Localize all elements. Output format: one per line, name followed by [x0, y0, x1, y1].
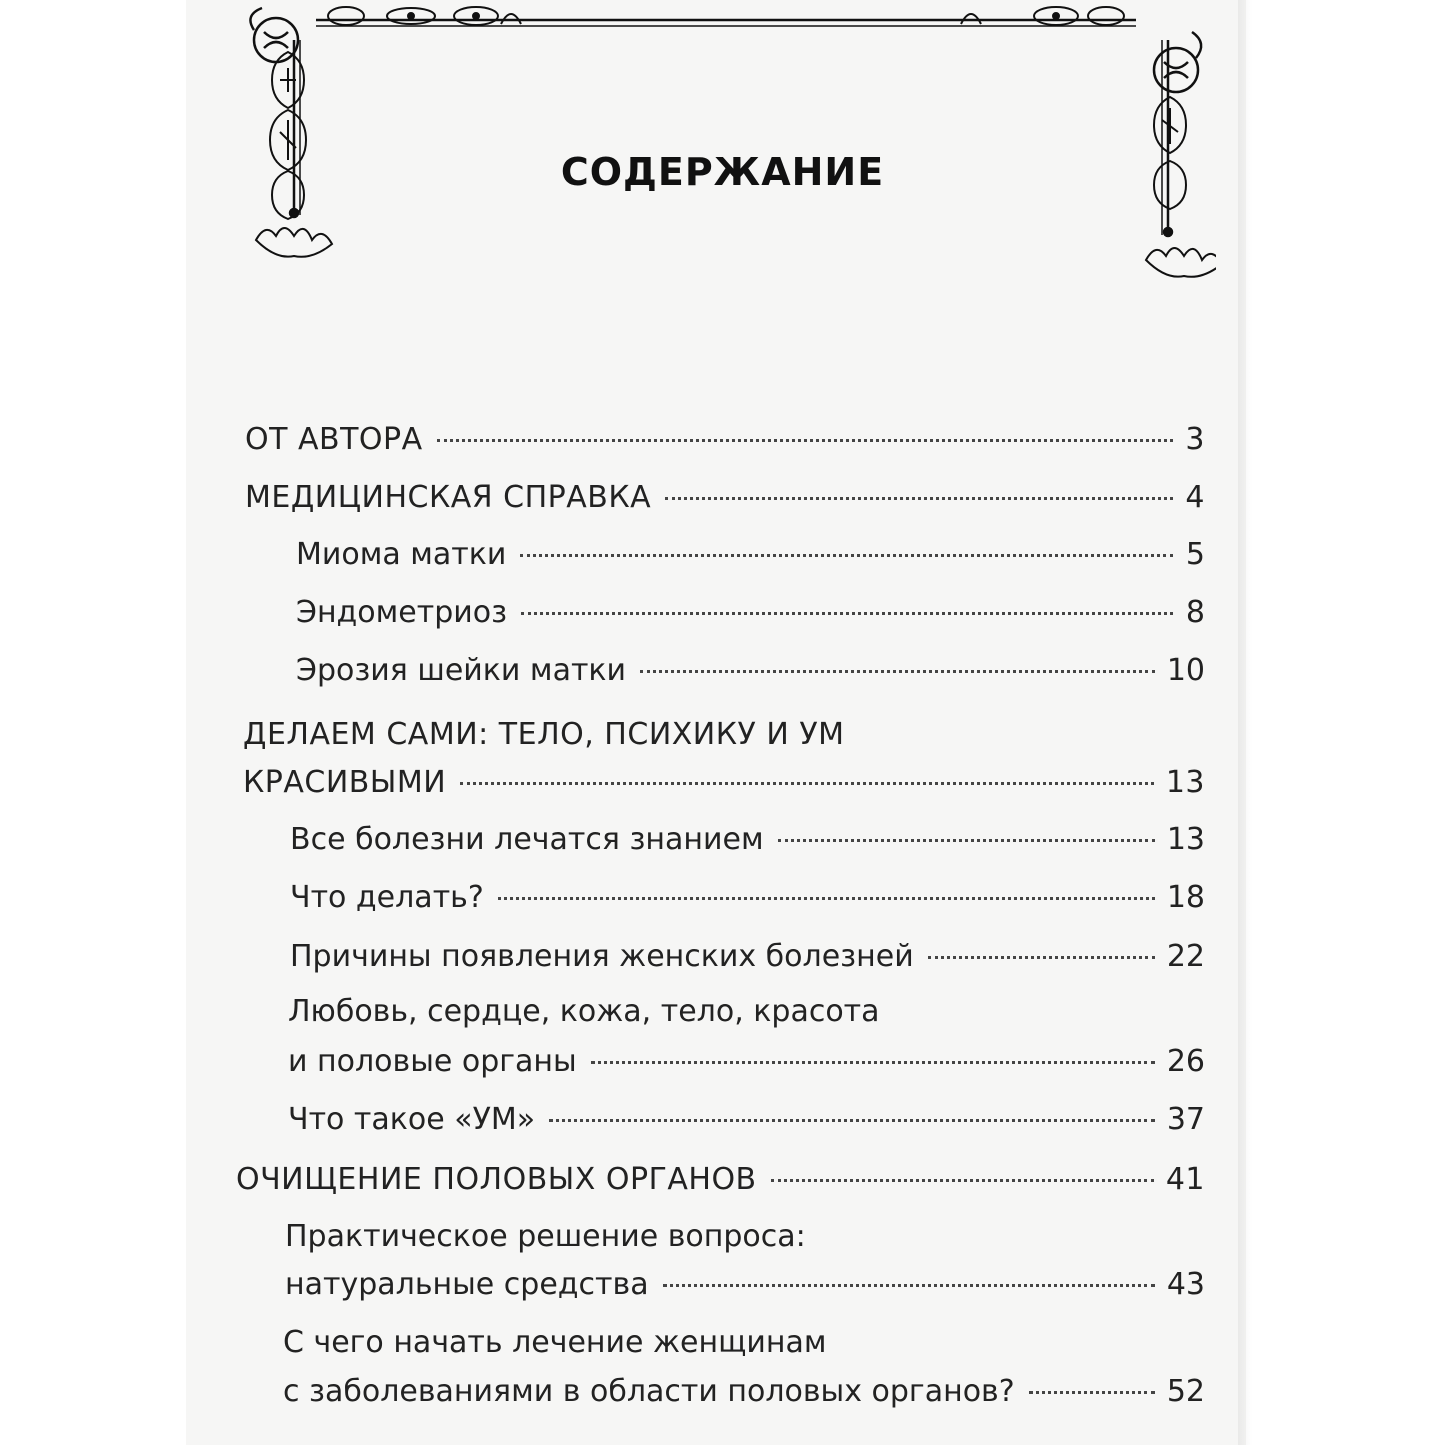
toc-entry-title: ДЕЛАЕМ САМИ: ТЕЛО, ПСИХИКУ И УМ — [243, 717, 845, 752]
toc-page-number: 3 — [1185, 422, 1205, 457]
toc-entry-title: Все болезни лечатся знанием — [290, 822, 764, 857]
toc-entry-title-cont: и половые органы — [288, 1044, 577, 1079]
toc-entry-title: Любовь, сердце, кожа, тело, красота — [288, 994, 880, 1029]
toc-entry-title-cont: КРАСИВЫМИ — [243, 765, 447, 800]
dot-leader — [549, 1119, 1155, 1122]
dot-leader — [928, 956, 1155, 959]
toc-entry-title: Эндометриоз — [296, 595, 508, 630]
toc-page-number: 18 — [1166, 880, 1205, 915]
toc-subentry-line2[interactable] — [285, 1265, 1205, 1305]
dot-leader — [665, 497, 1173, 500]
toc-entry[interactable] — [245, 478, 1205, 518]
toc-subentry-line1[interactable] — [285, 1217, 1203, 1257]
toc-entry-title: Миома матки — [296, 537, 507, 572]
toc-page-number: 52 — [1166, 1374, 1205, 1409]
toc-subentry[interactable] — [290, 820, 1205, 860]
page-title: СОДЕРЖАНИЕ — [560, 150, 885, 194]
toc-entry-line1[interactable] — [243, 715, 1203, 755]
toc-page-number: 43 — [1166, 1267, 1205, 1302]
toc-entry-title-cont: натуральные средства — [285, 1267, 649, 1302]
toc-page-number: 13 — [1165, 765, 1205, 800]
dot-leader — [591, 1061, 1155, 1064]
toc-page-number: 5 — [1185, 537, 1205, 572]
toc-page-number: 4 — [1185, 480, 1205, 515]
toc-entry-title: МЕДИЦИНСКАЯ СПРАВКА — [245, 480, 652, 515]
toc-entry-title: Эрозия шейки матки — [296, 653, 627, 688]
toc-subentry[interactable] — [296, 593, 1205, 633]
toc-page-number: 8 — [1185, 595, 1205, 630]
toc-subentry[interactable] — [296, 535, 1205, 575]
dot-leader — [663, 1284, 1155, 1287]
toc-page-number: 22 — [1166, 939, 1205, 974]
toc-page-number: 10 — [1166, 653, 1205, 688]
dot-leader — [521, 612, 1173, 615]
dot-leader — [498, 897, 1155, 900]
toc-subentry[interactable] — [290, 878, 1205, 918]
toc-entry-line2[interactable] — [243, 763, 1205, 803]
toc-entry[interactable] — [236, 1160, 1205, 1200]
dot-leader — [460, 782, 1154, 785]
toc-entry-title-cont: с заболеваниями в области половых органов? — [283, 1374, 1015, 1409]
dot-leader — [778, 839, 1155, 842]
toc-entry-title: ОЧИЩЕНИЕ ПОЛОВЫХ ОРГАНОВ — [236, 1162, 757, 1197]
toc-page-number: 37 — [1166, 1102, 1205, 1137]
dot-leader — [640, 670, 1155, 673]
toc-subentry-line1[interactable] — [288, 992, 1203, 1032]
toc-entry-title: Причины появления женских болезней — [290, 939, 914, 974]
toc-entry-title: Практическое решение вопроса: — [285, 1219, 806, 1254]
dot-leader — [520, 554, 1173, 557]
toc-entry-title: ОТ АВТОРА — [245, 422, 423, 457]
toc-entry[interactable] — [245, 420, 1205, 460]
toc-page-number: 13 — [1166, 822, 1205, 857]
toc-subentry-line2[interactable] — [288, 1042, 1205, 1082]
dot-leader — [437, 439, 1173, 442]
dot-leader — [1029, 1391, 1155, 1394]
dot-leader — [771, 1179, 1154, 1182]
toc-entry-title: Что такое «УМ» — [288, 1102, 536, 1137]
toc-subentry[interactable] — [288, 1100, 1205, 1140]
toc-entry-title: С чего начать лечение женщинам — [283, 1325, 827, 1360]
toc-entry-title: Что делать? — [290, 880, 484, 915]
toc-subentry[interactable] — [290, 937, 1205, 977]
toc-subentry-line2[interactable] — [283, 1372, 1205, 1412]
toc-subentry-line1[interactable] — [283, 1323, 1203, 1363]
toc-subentry[interactable] — [296, 651, 1205, 691]
toc-page-number: 41 — [1165, 1162, 1205, 1197]
toc-page-number: 26 — [1166, 1044, 1205, 1079]
